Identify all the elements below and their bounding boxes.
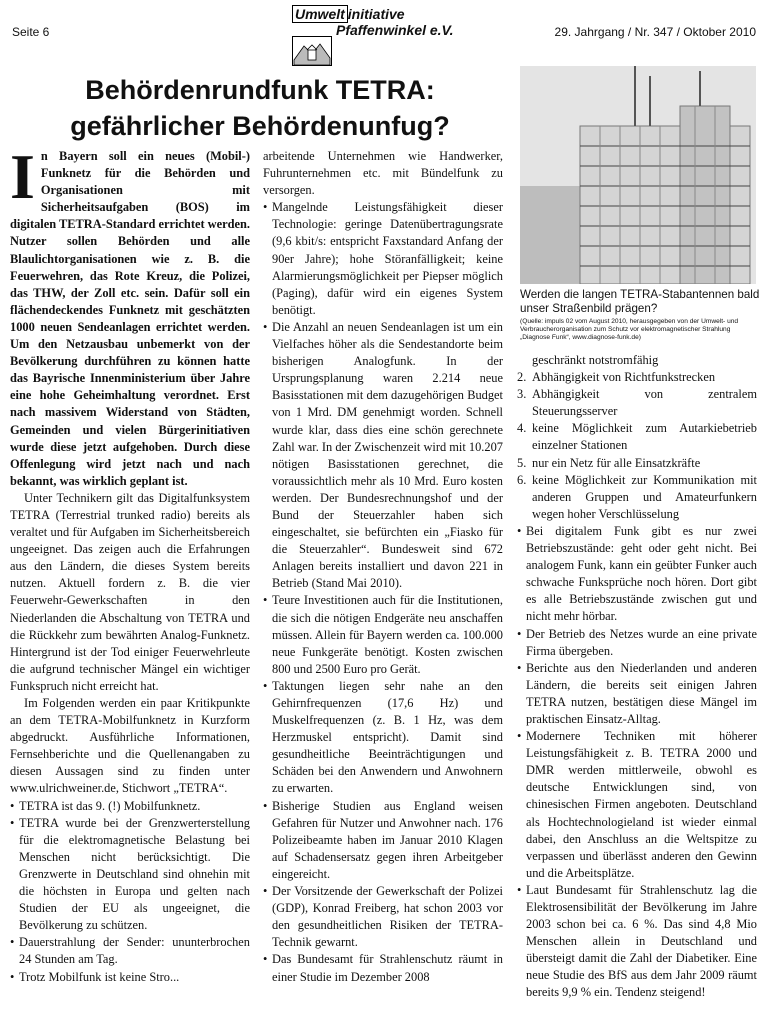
body-paragraph: arbeitende Unternehmen wie Handwerker, Fuhrunternehmen etc. mit Bündelfunk zu versorgen. [263,149,503,198]
page-header [0,0,768,70]
body-paragraph: Im Folgenden werden ein paar Kritikpunkte an dem TETRA-Mobilfunknetz in Kurzform abgedruckt. Ausführliche Informationen, Fernsehberichte und die Quellenangaben zu diesen Aussagen sind zu finden unter www.ulrichweiner.de, Stichwort „TETRA“. [10,696,250,796]
building-photo [520,66,756,284]
list-item: • Berichte aus den Niederlanden und anderen Ländern, die bereits seit einigen Jahren TETRA nutzen, bestätigen diese Mängel im praktischen Einsatz-Alltag. [517,660,757,728]
column-2 [263,148,503,986]
list-item: • Taktungen liegen sehr nahe an den Gehirnfrequenzen (17,6 Hz) und Muskelfrequenzen (z. B. 1 Hz, was dem Herzmuskel entspricht). Damit sind gesundheitliche Beeinträchtigungen und Schäden bei den Anwendern und Anwohnern zu erwarten. [263,678,503,798]
office-building-image [520,66,756,284]
bullet-list [263,199,503,985]
column-3 [517,352,757,1002]
publisher-logo: Umwelt initiative Pfaffenwinkel e.V. [292,6,462,38]
list-item: 4. keine Möglichkeit zum Autarkiebetrieb einzelner Stationen [517,420,757,454]
list-item: 3. Abhängigkeit von zentralem Steuerungsserver [517,386,757,420]
list-item: • Das Bundesamt für Strahlenschutz räumt in einer Studie im Dezember 2008 [263,951,503,985]
list-item: • Modernere Techniken mit höherer Leistungsfähigkeit z. B. TETRA 2000 und DMR werden mittlerweile, obwohl es deutsche Entwicklungen sind, von chinesischen Firmen angeboten. Deutschland als Hochtechnologieland ist wieder einmal dabei, den Anschluss an die Weltspitze zu verpassen und überlässt anderen den Gewinn und die Arbeitsplätze. [517,728,757,882]
bullet-list [10,798,250,983]
issue-info: 29. Jahrgang / Nr. 347 / Oktober 2010 [554,25,756,39]
list-item: • Trotz Mobilfunk ist keine Stro... [10,969,250,983]
lead-paragraph: In Bayern soll ein neues (Mobil-) Funknetz für die Behörden und Organisationen mit Sicherheitsaufgaben (BOS) im digitalen TETRA-Standard errichtet werden. Nutzer sollen Behörden und alle Blaulichtorganisationen wie z. B. die Feuerwehren, das Rote Kreuz, die Polizei, das THW, der Zoll etc. sein. Dafür soll ein flächendeckendes Funknetz mit geschätzten 1000 neuen Sendeanlagen errichtet werden. Um den Netzausbau unbemerkt von der Bevölkerung durchführen zu können hatte das Bayrische Innenministerium über Jahre eine hohe Geheimhaltung verordnet. Erst nach massivem Widerstand von Städten, Gemeinden und vielen Bürgerinitiativen wurde diese jetzt aufgehoben. Durch diese Offenlegung wird jetzt nach und nach bekannt, was wirklich geplant ist. [10,141,251,488]
list-item: • Der Vorsitzende der Gewerkschaft der Polizei (GDP), Konrad Freiberg, hat schon 2003 vor den gesundheitlichen Risiken der TETRA-Technik gewarnt. [263,883,503,951]
list-item: 5. nur ein Netz für alle Einsatzkräfte [517,455,757,472]
body-paragraph: geschränkt notstromfähig [532,353,659,367]
body-paragraph: Unter Technikern gilt das Digitalfunksystem TETRA (Terrestrial trunked radio) bereits als veraltet und für Aufgaben im Sicherheitsbereich ungeeignet. Das zeigen auch die Erfahrungen aus den Ländern, die dieses System bereits nutzen. Aktuell fordern z. B. die vier Feuerwehr-Gewerkschaften in den Niederlanden die Abschaltung von TETRA und die Rückkehr zum bewährten Analog-Funknetz. Hintergrund ist der Tod einiger Feuerwehrleute die aufgrund technischer Mängel ein wichtiger Funkspruch nicht erreicht hat. [10,490,250,693]
page-number: Seite 6 [12,25,50,39]
list-item: • Teure Investitionen auch für die Institutionen, die sich die nötigen Endgeräte neu anschaffen müssen. Allein für Bayern werden ca. 100.000 neue Funkgeräte benötigt. Kosten zwischen 800 und 2500 Euro pro Gerät. [263,592,503,677]
list-item: • TETRA ist das 9. (!) Mobilfunknetz. [10,798,250,815]
list-item: • Die Anzahl an neuen Sendeanlagen ist um ein Vielfaches höher als die Sendestandorte beim bisherigen Analogfunk. In der Ursprungsplanung waren 2.214 neue Basisstationen mit dem dazugehörigen Budget von 1 Mrd. DM genehmigt worden. Schnell wurde klar, dass dies eine schön gerechnete Zahl war. In der Zwischenzeit wird mit 10.207 nötigen Basisstationen gerechnet, die voraussichtlich mehr als 10 Mrd. Euro kosten werden. Der Bundesrechnungshof und der Bund der Steuerzahler haben sich eingeschaltet, sie befürchten ein „Fiasko für die Steuerzahler“. Bundesweit sind 672 Anlagen bereits installiert und davon 221 in Betrieb (Stand Mai 2010). [263,319,503,593]
list-item: • Dauerstrahlung der Sender: ununterbrochen 24 Stunden am Tag. [10,934,250,968]
bullet-list [517,523,757,1002]
list-item: • Bisherige Studien aus England weisen Gefahren für Nutzer und Anwohner nach. 176 Polizeibeamte haben im Januar 2010 Klagen auf Schadensersatz gegen ihren Arbeitgeber eingereicht. [263,798,503,883]
caption-source: (Quelle: impuls 02 vom August 2010, herausgegeben von der Umwelt- und Verbraucherorganisation zum Schutz vor elektromagnetischer Strahlung „Diagnose Funk“, www.diagnose-funk.de) [520,318,739,341]
numbered-list [517,369,757,523]
list-item: • Bei digitalem Funk gibt es nur zwei Betriebszustände: geht oder geht nicht. Bei analogem Funk, kann ein geübter Funker auch schwache Funksprüche noch hören. Dort gibt es alle Betriebszustände zwischen gut und nicht mehr hörbar. [517,523,757,626]
logo-landscape-icon [292,36,332,66]
drop-cap: I [10,141,35,212]
list-item: • Laut Bundesamt für Strahlenschutz lag die Elektrosensibilität der Bevölkerung im Jahre 2003 schon bei ca. 6 %. Das sind 4,8 Mio Menschen allein in Deutschland und übersteigt damit die Zahl der Diabetiker. Eine neue Studie des BfS aus dem Jahr 2009 räumt bereits 9,9 % ein. Tendenz steigend! [517,882,757,1002]
caption-text: Werden die langen TETRA-Stabantennen bald unser Straßenbild prägen? [520,288,760,315]
list-item: • TETRA wurde bei der Grenzwerterstellung für die elektromagnetische Belastung bei Menschen nicht berücksichtigt. Die Grenzwerte in Deutschland sind ohnehin mit die höchsten in Europa und gelten nach Studien der EU als ungeeignet, die Bevölkerung zu schützen. [10,815,250,935]
photo-caption [520,288,760,342]
column-1 [10,141,251,983]
list-item: 2. Abhängigkeit von Richtfunkstrecken [517,369,757,386]
list-item: • Mangelnde Leistungsfähigkeit dieser Technologie: geringe Datenübertragungsrate (9,6 kbit/s: entspricht Faxstandard Anfang der 90er Jahre); hohe Störanfälligkeit; keine Alarmierungsmöglichkeit per Piepser möglich (Paging), dafür wird ein eigenes System benötigt. [263,199,503,319]
article-headline: Behördenrundfunk TETRA: gefährlicher Behördenunfug? [70,75,450,141]
list-item: • Der Betrieb des Netzes wurde an eine private Firma übergeben. [517,626,757,660]
list-item: 6. keine Möglichkeit zur Kommunikation mit anderen Gruppen und Amateurfunkern wegen hoher Verschlüsselung [517,472,757,523]
